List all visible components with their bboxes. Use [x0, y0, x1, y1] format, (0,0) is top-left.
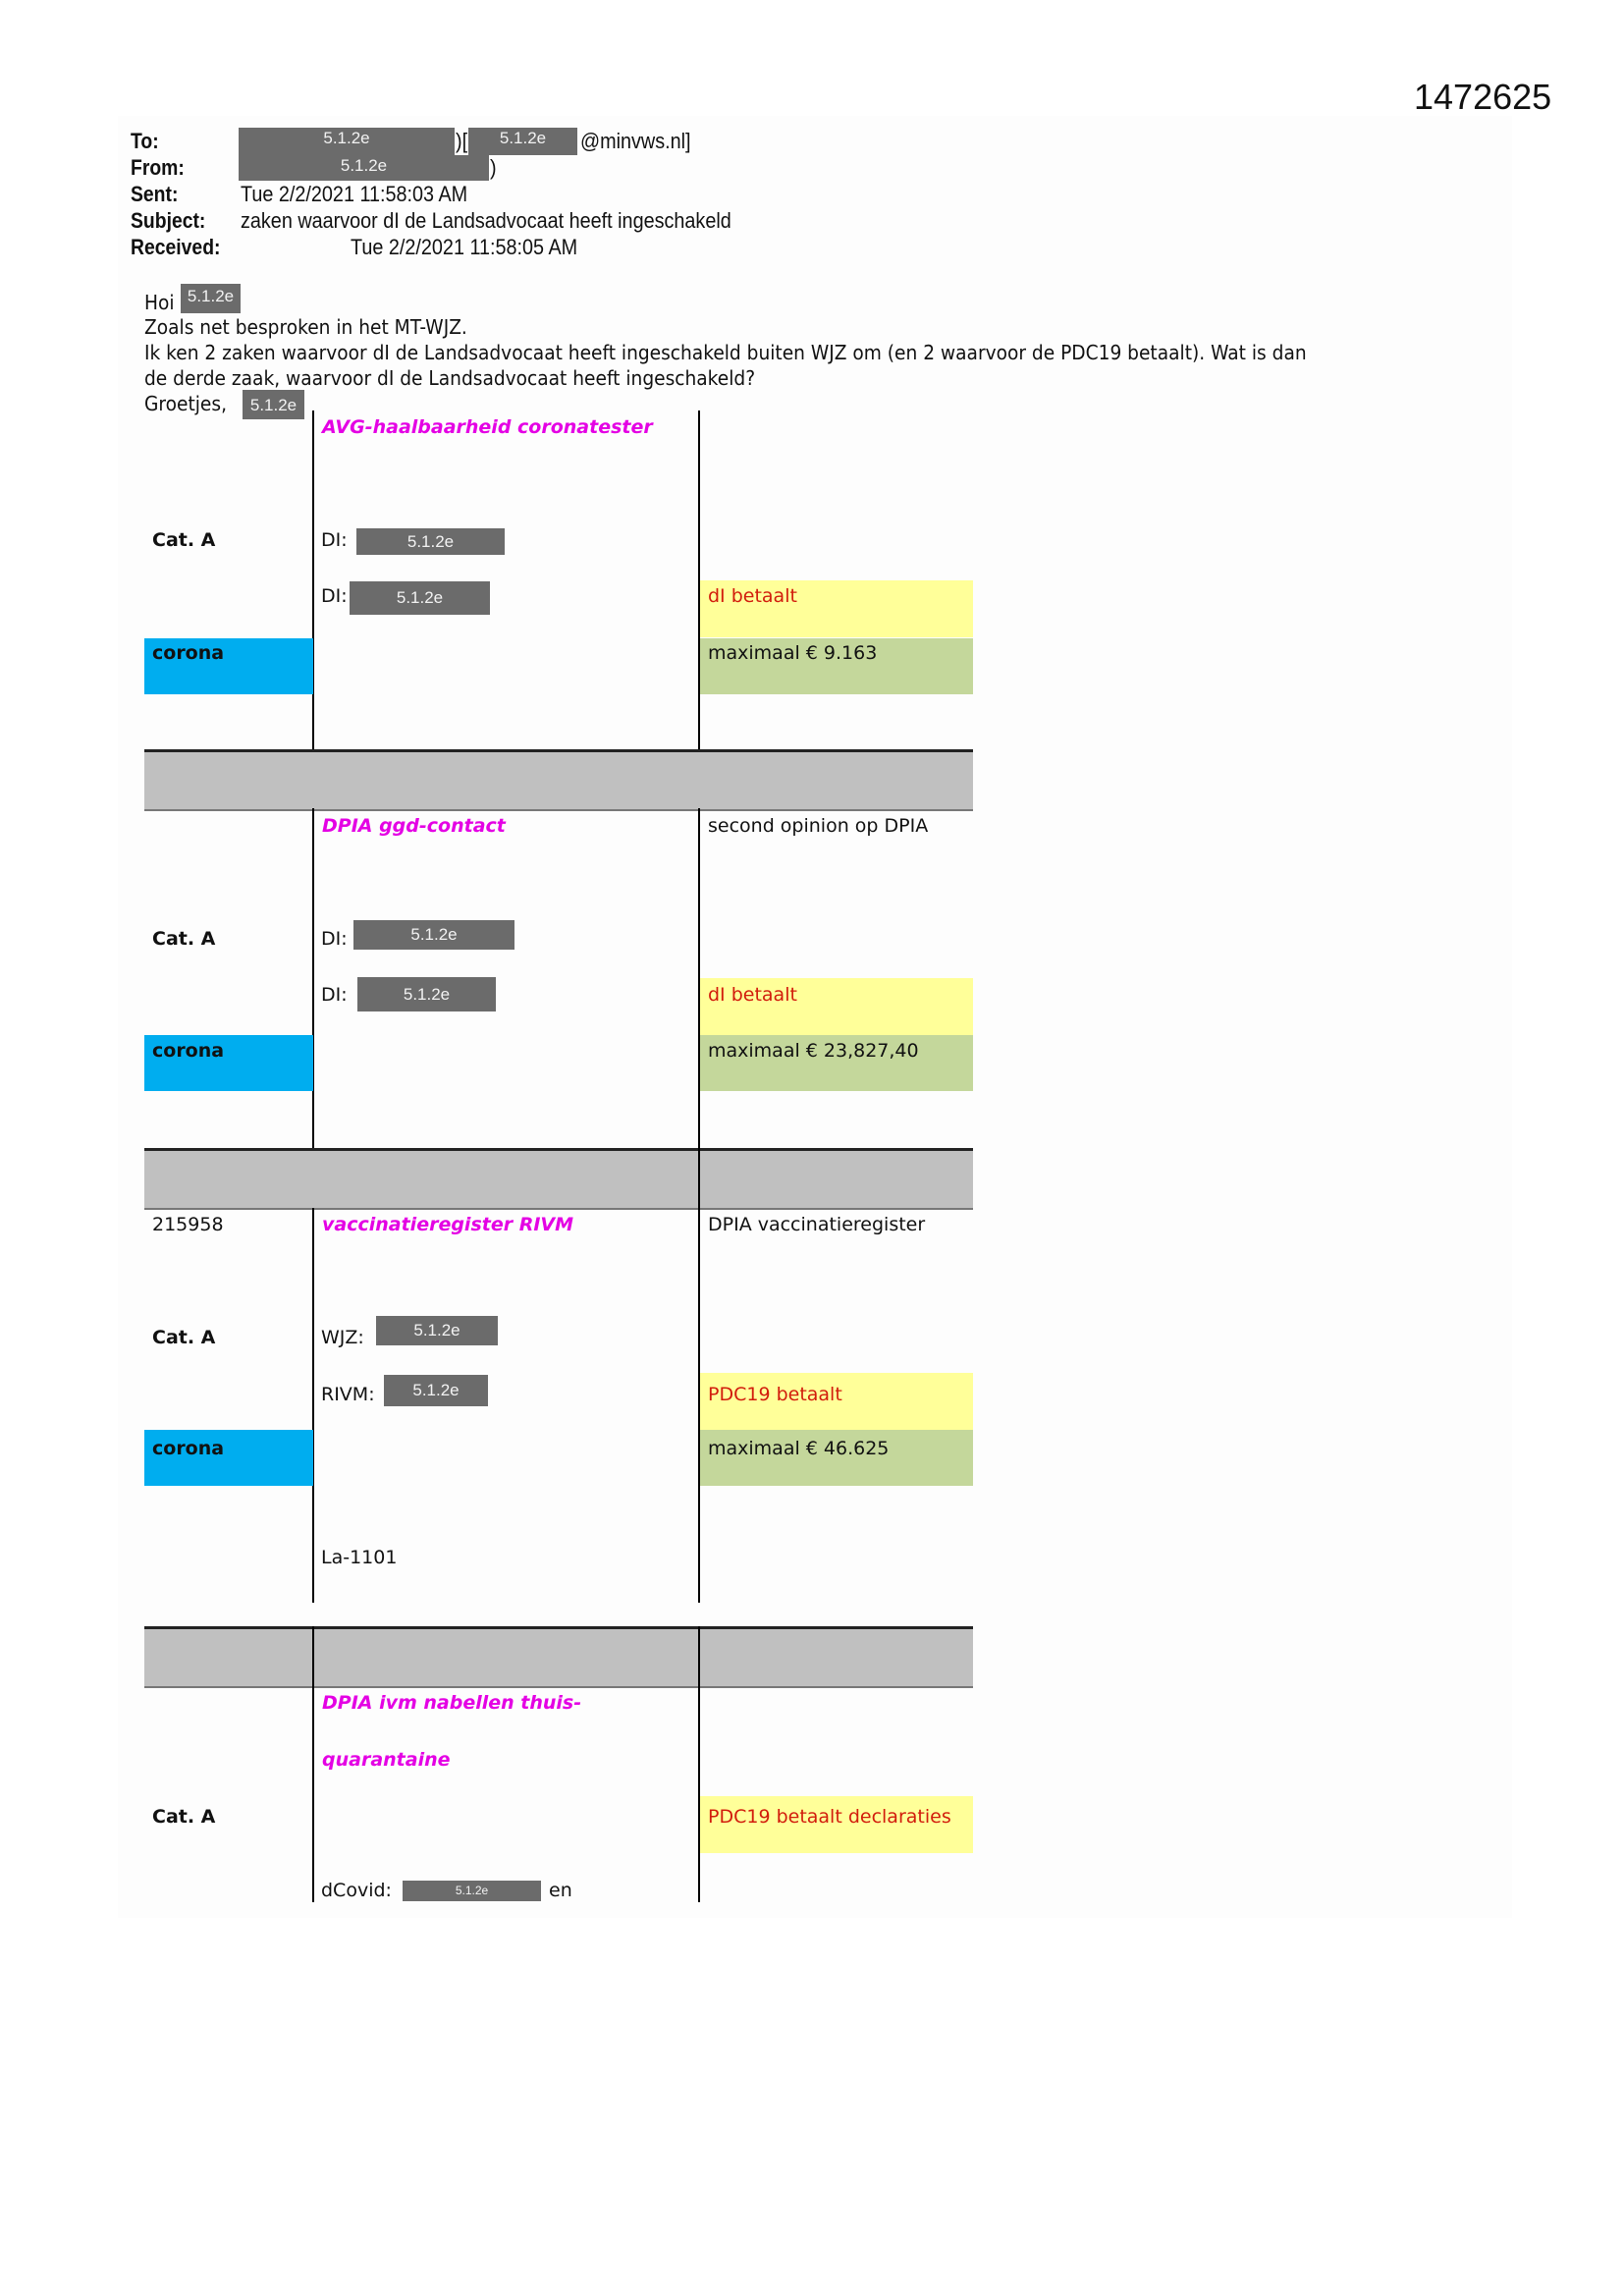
contact-redaction: 5.1.2e — [356, 528, 505, 555]
amount-text: maximaal € 23,827,40 — [708, 1040, 919, 1062]
contact-label: DI: — [321, 928, 348, 950]
received-value: Tue 2/2/2021 11:58:05 AM — [351, 235, 578, 259]
column-divider — [698, 1626, 700, 1686]
case-title: DPIA ggd-contact — [322, 815, 506, 837]
amount-text: maximaal € 9.163 — [708, 642, 878, 664]
body-line-2: Ik ken 2 zaken waarvoor dI de Landsadvocaat heeft ingeschakeld buiten WJZ om (en 2 waarvoor de PDC19 betaalt). Wat is dan — [144, 341, 1307, 364]
subject-value: zaken waarvoor dI de Landsadvocaat heeft ingeschakeld — [241, 208, 731, 233]
contact-label: dCovid: — [321, 1880, 392, 1901]
case-number: 215958 — [152, 1214, 224, 1235]
from-label: From: — [131, 155, 185, 180]
received-label: Received: — [131, 235, 221, 259]
sent-value: Tue 2/2/2021 11:58:03 AM — [241, 182, 468, 206]
contact-redaction: 5.1.2e — [403, 1881, 541, 1901]
contact-suffix: en — [549, 1880, 572, 1901]
contact-redaction: 5.1.2e — [353, 920, 514, 950]
case-description: second opinion op DPIA — [708, 815, 929, 837]
case-category: Cat. A — [152, 529, 216, 551]
case-title-line-2: quarantaine — [322, 1749, 451, 1771]
case-category: Cat. A — [152, 1806, 216, 1828]
separator-row — [144, 1626, 973, 1688]
contact-redaction: 5.1.2e — [350, 581, 490, 615]
from-redaction: 5.1.2e — [239, 155, 489, 181]
column-divider — [698, 1139, 700, 1603]
corona-tag: corona — [152, 642, 225, 664]
column-divider — [312, 1626, 314, 1686]
separator-row — [144, 749, 973, 811]
column-divider — [312, 1686, 314, 1902]
closing-name-redaction: 5.1.2e — [243, 390, 304, 419]
case-reference: La-1101 — [321, 1547, 398, 1568]
contact-label: WJZ: — [321, 1327, 364, 1348]
to-address-redaction: 5.1.2e — [468, 128, 577, 155]
case-title: AVG-haalbaarheid coronatester — [322, 416, 653, 438]
contact-label: DI: — [321, 585, 348, 607]
to-separator: )[ — [456, 129, 468, 153]
column-divider — [312, 1208, 314, 1603]
amount-text: maximaal € 46.625 — [708, 1438, 890, 1459]
case-category: Cat. A — [152, 928, 216, 950]
contact-redaction: 5.1.2e — [384, 1375, 488, 1406]
body-line-1: Zoals net besproken in het MT-WJZ. — [144, 315, 467, 339]
case-title-line-1: DPIA ivm nabellen thuis- — [322, 1692, 582, 1714]
case-category: Cat. A — [152, 1327, 216, 1348]
greeting-name-redaction: 5.1.2e — [181, 284, 241, 313]
corona-tag: corona — [152, 1040, 225, 1062]
payer-text: dI betaalt — [708, 585, 797, 607]
from-suffix: ) — [490, 155, 497, 180]
contact-label: DI: — [321, 529, 348, 551]
body-line-3: de derde zaak, waarvoor dI de Landsadvocaat heeft ingeschakeld? — [144, 366, 756, 390]
greeting: Hoi — [144, 291, 175, 314]
payer-text: PDC19 betaalt — [708, 1384, 842, 1405]
document-number: 1472625 — [1414, 77, 1552, 117]
contact-label: DI: — [321, 984, 348, 1006]
to-label: To: — [131, 129, 159, 153]
corona-tag: corona — [152, 1438, 225, 1459]
payer-text: dI betaalt — [708, 984, 797, 1006]
separator-row — [144, 1148, 973, 1210]
to-name-redaction: 5.1.2e — [239, 128, 455, 155]
column-divider — [698, 1686, 700, 1902]
closing: Groetjes, — [144, 392, 227, 415]
case-description: DPIA vaccinatieregister — [708, 1214, 926, 1235]
sent-label: Sent: — [131, 182, 179, 206]
payer-text: PDC19 betaalt declaraties — [708, 1806, 951, 1828]
contact-label: RIVM: — [321, 1384, 375, 1405]
subject-label: Subject: — [131, 208, 206, 233]
to-domain: @minvws.nl] — [580, 129, 691, 153]
contact-redaction: 5.1.2e — [376, 1316, 498, 1345]
contact-redaction: 5.1.2e — [357, 977, 496, 1011]
case-title: vaccinatieregister RIVM — [322, 1214, 574, 1235]
